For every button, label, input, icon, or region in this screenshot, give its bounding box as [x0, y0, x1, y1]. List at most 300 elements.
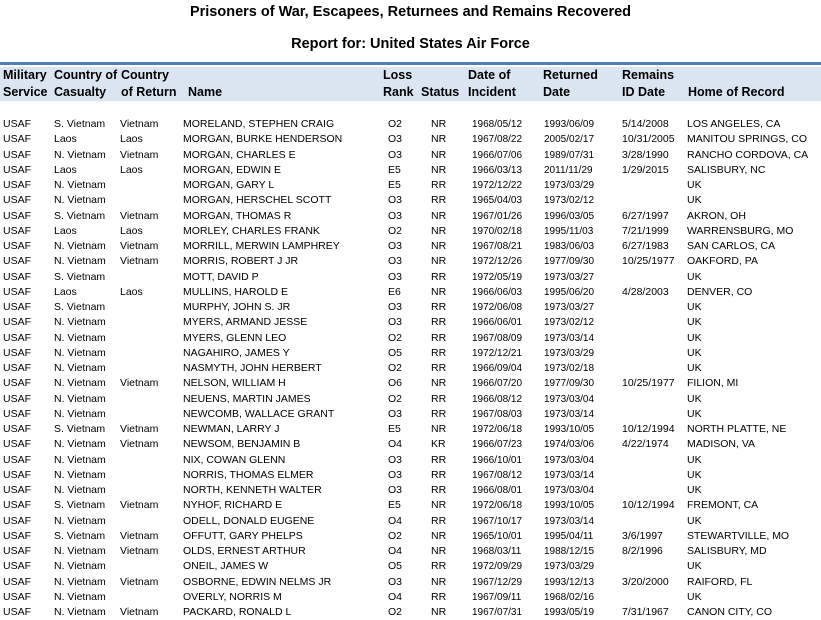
col-header-date-of-incident: Date of Incident: [468, 68, 516, 99]
remains-id-date-cell: 10/12/1994: [622, 499, 675, 512]
casualty-country-cell: N. Vietnam: [54, 392, 106, 405]
returned-date-cell: 1973/03/29: [544, 561, 595, 573]
remains-id-date-cell: 10/25/1977: [622, 377, 675, 390]
status-cell: RR: [431, 316, 447, 329]
header-divider: [0, 62, 821, 65]
rank-cell: O3: [388, 148, 403, 161]
status-cell: NR: [431, 209, 447, 222]
casualty-country-cell: N. Vietnam: [54, 545, 106, 557]
returned-date-cell: 1974/03/06: [544, 439, 595, 451]
status-cell: RR: [431, 270, 447, 283]
service-cell: USAF: [3, 438, 32, 451]
incident-date-cell: 1965/04/03: [472, 195, 523, 207]
table-row: [0, 331, 821, 346]
home-of-record-cell: UK: [687, 346, 702, 359]
incident-date-cell: 1967/12/29: [472, 576, 523, 588]
incident-date-cell: 1965/10/01: [472, 530, 523, 542]
returned-date-cell: 1968/02/16: [544, 591, 595, 603]
table-row: [0, 178, 821, 193]
return-country-cell: Vietnam: [120, 438, 159, 451]
service-cell: USAF: [3, 194, 32, 207]
name-cell: MORLEY, CHARLES FRANK: [183, 224, 320, 237]
table-row: [0, 315, 821, 330]
rank-cell: O4: [388, 438, 403, 451]
service-cell: USAF: [3, 545, 32, 557]
name-cell: MORGAN, HERSCHEL SCOTT: [183, 194, 332, 207]
name-cell: MORELAND, STEPHEN CRAIG: [183, 118, 335, 130]
name-cell: OLDS, ERNEST ARTHUR: [183, 545, 306, 557]
table-body: [0, 117, 821, 620]
returned-date-cell: 1973/03/14: [544, 515, 595, 527]
returned-date-cell: 2011/11/29: [544, 164, 593, 176]
service-cell: USAF: [3, 590, 32, 603]
home-of-record-cell: UK: [687, 194, 702, 207]
home-of-record-cell: STEWARTVILLE, MO: [687, 529, 790, 542]
table-row: [0, 498, 821, 513]
return-country-cell: Laos: [120, 224, 143, 237]
table-row: [0, 514, 821, 529]
incident-date-cell: 1968/03/11: [472, 546, 522, 557]
name-cell: NASMYTH, JOHN HERBERT: [183, 362, 322, 374]
service-cell: USAF: [3, 270, 32, 283]
rank-cell: O5: [388, 346, 403, 359]
service-cell: USAF: [3, 484, 32, 496]
rank-cell: E6: [388, 285, 401, 298]
remains-id-date-cell: 7/21/1999: [622, 224, 669, 237]
rank-cell: O3: [388, 484, 403, 496]
status-cell: NR: [431, 224, 447, 237]
name-cell: MYERS, GLENN LEO: [183, 331, 287, 344]
returned-date-cell: 1993/05/19: [544, 607, 595, 618]
table-header: [0, 67, 821, 101]
service-cell: USAF: [3, 499, 32, 512]
table-row: [0, 483, 821, 498]
home-of-record-cell: AKRON, OH: [687, 209, 746, 222]
casualty-country-cell: N. Vietnam: [54, 316, 106, 329]
remains-id-date-cell: 8/2/1996: [622, 545, 663, 557]
incident-date-cell: 1972/06/08: [472, 302, 523, 313]
status-cell: RR: [431, 194, 447, 207]
incident-date-cell: 1966/07/06: [472, 149, 523, 161]
remains-id-date-cell: 7/31/1967: [622, 606, 669, 618]
returned-date-cell: 1973/03/27: [544, 302, 595, 313]
remains-id-date-cell: 10/31/2005: [622, 133, 675, 146]
home-of-record-cell: UK: [687, 484, 702, 496]
col-header-loss-rank: Loss Rank: [383, 68, 414, 99]
status-cell: NR: [431, 148, 447, 161]
remains-id-date-cell: 4/28/2003: [622, 285, 669, 298]
casualty-country-cell: S. Vietnam: [54, 209, 106, 222]
table-row: [0, 239, 821, 254]
rank-cell: O3: [388, 240, 403, 252]
status-cell: NR: [431, 377, 447, 390]
incident-date-cell: 1967/08/12: [472, 469, 523, 481]
service-cell: USAF: [3, 407, 32, 420]
status-cell: RR: [431, 346, 447, 359]
table-row: [0, 132, 821, 147]
status-cell: RR: [431, 514, 447, 527]
casualty-country-cell: Laos: [54, 285, 77, 298]
name-cell: NYHOF, RICHARD E: [183, 499, 283, 512]
service-cell: USAF: [3, 255, 32, 268]
status-cell: NR: [431, 606, 447, 618]
rank-cell: O3: [388, 407, 403, 420]
service-cell: USAF: [3, 331, 32, 344]
returned-date-cell: 1995/04/11: [544, 530, 594, 542]
home-of-record-cell: UK: [687, 590, 702, 603]
incident-date-cell: 1967/08/03: [472, 408, 523, 420]
rank-cell: O2: [388, 606, 403, 618]
table-row: [0, 254, 821, 269]
name-cell: NORTH, KENNETH WALTER: [183, 484, 322, 496]
remains-id-date-cell: 3/20/2000: [622, 575, 669, 588]
home-of-record-cell: UK: [687, 453, 702, 466]
returned-date-cell: 1983/06/03: [544, 241, 595, 252]
incident-date-cell: 1970/02/18: [472, 225, 523, 237]
status-cell: RR: [431, 590, 447, 603]
home-of-record-cell: UK: [687, 514, 702, 527]
casualty-country-cell: Laos: [54, 133, 77, 146]
table-row: [0, 361, 821, 376]
home-of-record-cell: SALISBURY, MD: [687, 545, 767, 557]
return-country-cell: Vietnam: [120, 377, 159, 390]
name-cell: MORGAN, CHARLES E: [183, 148, 296, 161]
table-row: [0, 224, 821, 239]
rank-cell: O4: [388, 590, 403, 603]
returned-date-cell: 1977/09/30: [544, 378, 595, 390]
rank-cell: O2: [388, 331, 403, 344]
casualty-country-cell: S. Vietnam: [54, 270, 106, 283]
service-cell: USAF: [3, 392, 32, 405]
status-cell: NR: [431, 545, 447, 557]
home-of-record-cell: DENVER, CO: [687, 285, 753, 298]
name-cell: NEWSOM, BENJAMIN B: [183, 438, 301, 451]
rank-cell: O3: [388, 453, 403, 466]
return-country-cell: Vietnam: [120, 545, 159, 557]
service-cell: USAF: [3, 560, 32, 573]
name-cell: ODELL, DONALD EUGENE: [183, 514, 315, 527]
table-row: [0, 285, 821, 300]
return-country-cell: Laos: [120, 163, 143, 176]
status-cell: RR: [431, 453, 447, 466]
casualty-country-cell: S. Vietnam: [54, 301, 106, 313]
home-of-record-cell: CANON CITY, CO: [687, 606, 772, 618]
rank-cell: E5: [388, 163, 401, 176]
table-row: [0, 270, 821, 285]
incident-date-cell: 1966/09/04: [472, 363, 523, 374]
name-cell: MORGAN, BURKE HENDERSON: [183, 133, 343, 146]
home-of-record-cell: FREMONT, CA: [687, 499, 759, 512]
rank-cell: O3: [388, 270, 403, 283]
remains-id-date-cell: 10/25/1977: [622, 255, 675, 268]
incident-date-cell: 1966/10/01: [472, 454, 523, 466]
service-cell: USAF: [3, 362, 32, 374]
table-row: [0, 468, 821, 483]
service-cell: USAF: [3, 179, 32, 191]
return-country-cell: Vietnam: [120, 255, 159, 268]
remains-id-date-cell: 4/22/1974: [622, 438, 669, 451]
casualty-country-cell: N. Vietnam: [54, 407, 106, 420]
remains-id-date-cell: 10/12/1994: [622, 423, 675, 435]
remains-id-date-cell: 5/14/2008: [622, 118, 669, 130]
name-cell: NEWCOMB, WALLACE GRANT: [183, 407, 335, 420]
casualty-country-cell: N. Vietnam: [54, 331, 106, 344]
casualty-country-cell: N. Vietnam: [54, 240, 106, 252]
name-cell: MOTT, DAVID P: [183, 270, 259, 283]
incident-date-cell: 1972/09/29: [472, 561, 523, 573]
col-header-country-of-return: Country of Return: [121, 68, 177, 99]
service-cell: USAF: [3, 346, 32, 359]
home-of-record-cell: UK: [687, 270, 702, 283]
rank-cell: O3: [388, 468, 403, 481]
incident-date-cell: 1967/08/09: [472, 332, 523, 344]
col-header-military-service: Military Service: [3, 68, 48, 99]
returned-date-cell: 1973/02/12: [544, 317, 595, 329]
name-cell: MORGAN, THOMAS R: [183, 209, 292, 222]
table-row: [0, 376, 821, 391]
service-cell: USAF: [3, 575, 32, 588]
table-row: [0, 453, 821, 468]
home-of-record-cell: UK: [687, 316, 702, 329]
incident-date-cell: 1967/01/26: [472, 210, 523, 222]
table-row: [0, 559, 821, 574]
status-cell: NR: [431, 255, 447, 268]
home-of-record-cell: WARRENSBURG, MO: [687, 224, 794, 237]
status-cell: NR: [431, 240, 447, 252]
remains-id-date-cell: 3/6/1997: [622, 529, 663, 542]
col-header-home-of-record: Home of Record: [688, 85, 785, 99]
service-cell: USAF: [3, 133, 32, 146]
return-country-cell: Vietnam: [120, 423, 159, 435]
incident-date-cell: 1968/05/12: [472, 119, 523, 130]
service-cell: USAF: [3, 377, 32, 390]
incident-date-cell: 1972/06/18: [472, 500, 523, 512]
return-country-cell: Vietnam: [120, 529, 159, 542]
name-cell: MORRILL, MERWIN LAMPHREY: [183, 240, 340, 252]
returned-date-cell: 1973/03/14: [544, 332, 595, 344]
home-of-record-cell: RANCHO CORDOVA, CA: [687, 148, 809, 161]
status-cell: NR: [431, 529, 447, 542]
rank-cell: O3: [388, 194, 403, 207]
name-cell: NELSON, WILLIAM H: [183, 377, 286, 390]
status-cell: NR: [431, 285, 447, 298]
returned-date-cell: 1995/11/03: [544, 225, 594, 237]
return-country-cell: Vietnam: [120, 148, 159, 161]
returned-date-cell: 1993/12/13: [544, 576, 595, 588]
casualty-country-cell: N. Vietnam: [54, 560, 106, 573]
returned-date-cell: 1973/02/12: [544, 195, 595, 207]
col-header-name: Name: [188, 85, 223, 99]
name-cell: OFFUTT, GARY PHELPS: [183, 529, 303, 542]
remains-id-date-cell: 1/29/2015: [622, 163, 669, 176]
service-cell: USAF: [3, 316, 32, 329]
returned-date-cell: 1973/03/04: [544, 454, 595, 466]
name-cell: MORGAN, GARY L: [183, 179, 275, 191]
returned-date-cell: 1989/07/31: [544, 149, 595, 161]
home-of-record-cell: RAIFORD, FL: [687, 575, 753, 588]
casualty-country-cell: N. Vietnam: [54, 590, 106, 603]
table-row: [0, 209, 821, 224]
table-row: [0, 148, 821, 163]
returned-date-cell: 2005/02/17: [544, 134, 595, 146]
incident-date-cell: 1967/07/31: [472, 607, 523, 618]
casualty-country-cell: S. Vietnam: [54, 118, 106, 130]
casualty-country-cell: N. Vietnam: [54, 255, 106, 268]
table-row: [0, 392, 821, 407]
home-of-record-cell: SALISBURY, NC: [687, 163, 766, 176]
return-country-cell: Vietnam: [120, 118, 159, 130]
return-country-cell: Vietnam: [120, 606, 159, 618]
name-cell: NORRIS, THOMAS ELMER: [183, 468, 314, 481]
casualty-country-cell: N. Vietnam: [54, 377, 106, 390]
table-row: [0, 300, 821, 315]
status-cell: RR: [431, 392, 447, 405]
table-row: [0, 117, 821, 132]
rank-cell: O3: [388, 209, 403, 222]
home-of-record-cell: MADISON, VA: [687, 438, 756, 451]
rank-cell: O2: [388, 529, 403, 542]
rank-cell: O2: [388, 362, 403, 374]
name-cell: ONEIL, JAMES W: [183, 560, 269, 573]
incident-date-cell: 1966/07/23: [472, 439, 523, 451]
status-cell: NR: [431, 118, 447, 130]
returned-date-cell: 1973/03/27: [544, 271, 595, 283]
name-cell: MURPHY, JOHN S. JR: [183, 301, 291, 313]
col-header-country-of-casualty: Country of Casualty: [54, 68, 118, 99]
returned-date-cell: 1993/10/05: [544, 424, 595, 435]
returned-date-cell: 1973/02/18: [544, 363, 595, 374]
incident-date-cell: 1966/07/20: [472, 378, 523, 390]
casualty-country-cell: N. Vietnam: [54, 438, 106, 451]
home-of-record-cell: FILION, MI: [687, 377, 739, 390]
service-cell: USAF: [3, 606, 32, 618]
service-cell: USAF: [3, 529, 32, 542]
status-cell: RR: [431, 301, 447, 313]
rank-cell: O3: [388, 301, 403, 313]
name-cell: MYERS, ARMAND JESSE: [183, 316, 308, 329]
status-cell: RR: [431, 362, 447, 374]
home-of-record-cell: MANITOU SPRINGS, CO: [687, 133, 807, 146]
return-country-cell: Laos: [120, 285, 143, 298]
casualty-country-cell: N. Vietnam: [54, 575, 106, 588]
service-cell: USAF: [3, 514, 32, 527]
rank-cell: O5: [388, 560, 403, 573]
name-cell: MULLINS, HAROLD E: [183, 285, 289, 298]
service-cell: USAF: [3, 224, 32, 237]
returned-date-cell: 1973/03/04: [544, 393, 595, 405]
casualty-country-cell: Laos: [54, 224, 77, 237]
returned-date-cell: 1988/12/15: [544, 546, 595, 557]
incident-date-cell: 1967/10/17: [472, 515, 523, 527]
returned-date-cell: 1973/03/29: [544, 347, 595, 359]
status-cell: RR: [431, 484, 447, 496]
service-cell: USAF: [3, 148, 32, 161]
home-of-record-cell: NORTH PLATTE, NE: [687, 423, 787, 435]
service-cell: USAF: [3, 453, 32, 466]
return-country-cell: Vietnam: [120, 240, 159, 252]
incident-date-cell: 1972/12/22: [472, 180, 523, 191]
name-cell: NAGAHIRO, JAMES Y: [183, 346, 290, 359]
status-cell: NR: [431, 163, 447, 176]
return-country-cell: Vietnam: [120, 209, 159, 222]
table-row: [0, 544, 821, 559]
rank-cell: E5: [388, 179, 401, 191]
returned-date-cell: 1993/10/05: [544, 500, 595, 512]
home-of-record-cell: UK: [687, 468, 702, 481]
casualty-country-cell: N. Vietnam: [54, 468, 106, 481]
return-country-cell: Vietnam: [120, 499, 159, 512]
incident-date-cell: 1966/03/13: [472, 164, 523, 176]
table-row: [0, 407, 821, 422]
home-of-record-cell: UK: [687, 331, 702, 344]
casualty-country-cell: N. Vietnam: [54, 346, 106, 359]
status-cell: NR: [431, 575, 447, 588]
service-cell: USAF: [3, 301, 32, 313]
home-of-record-cell: LOS ANGELES, CA: [687, 118, 781, 130]
home-of-record-cell: OAKFORD, PA: [687, 255, 758, 268]
table-row: [0, 422, 821, 437]
incident-date-cell: 1966/08/01: [472, 485, 523, 496]
rank-cell: O2: [388, 224, 403, 237]
name-cell: MORGAN, EDWIN E: [183, 163, 282, 176]
incident-date-cell: 1972/12/21: [472, 347, 523, 359]
return-country-cell: Vietnam: [120, 575, 159, 588]
status-cell: KR: [431, 438, 446, 451]
returned-date-cell: 1973/03/04: [544, 485, 595, 496]
name-cell: PACKARD, RONALD L: [183, 606, 292, 618]
table-row: [0, 437, 821, 452]
rank-cell: O3: [388, 575, 403, 588]
casualty-country-cell: S. Vietnam: [54, 529, 106, 542]
status-cell: RR: [431, 560, 447, 573]
home-of-record-cell: UK: [687, 179, 702, 191]
incident-date-cell: 1966/06/01: [472, 317, 523, 329]
returned-date-cell: 1973/03/14: [544, 408, 595, 420]
report-subtitle: Report for: United States Air Force: [291, 36, 530, 52]
home-of-record-cell: UK: [687, 301, 702, 313]
home-of-record-cell: UK: [687, 362, 702, 374]
rank-cell: O4: [388, 545, 403, 557]
casualty-country-cell: N. Vietnam: [54, 514, 106, 527]
casualty-country-cell: N. Vietnam: [54, 194, 106, 207]
casualty-country-cell: N. Vietnam: [54, 179, 106, 191]
home-of-record-cell: UK: [687, 560, 702, 573]
col-header-status: Status: [421, 85, 460, 99]
incident-date-cell: 1972/12/26: [472, 256, 523, 268]
returned-date-cell: 1973/03/29: [544, 180, 595, 191]
returned-date-cell: 1977/09/30: [544, 256, 595, 268]
col-header-remains-id-date: Remains ID Date: [622, 68, 675, 99]
casualty-country-cell: N. Vietnam: [54, 362, 106, 374]
incident-date-cell: 1972/05/19: [472, 271, 523, 283]
service-cell: USAF: [3, 163, 32, 176]
incident-date-cell: 1967/08/21: [472, 241, 523, 252]
table-row: [0, 346, 821, 361]
remains-id-date-cell: 6/27/1997: [622, 209, 669, 222]
casualty-country-cell: S. Vietnam: [54, 499, 106, 512]
casualty-country-cell: N. Vietnam: [54, 148, 106, 161]
incident-date-cell: 1966/08/12: [472, 393, 523, 405]
casualty-country-cell: N. Vietnam: [54, 484, 106, 496]
status-cell: RR: [431, 468, 447, 481]
service-cell: USAF: [3, 209, 32, 222]
return-country-cell: Laos: [120, 133, 143, 146]
incident-date-cell: 1972/06/18: [472, 424, 523, 435]
col-header-returned-date: Returned Date: [543, 68, 598, 99]
name-cell: MORRIS, ROBERT J JR: [183, 255, 299, 268]
table-row: [0, 590, 821, 605]
rank-cell: O3: [388, 255, 403, 268]
